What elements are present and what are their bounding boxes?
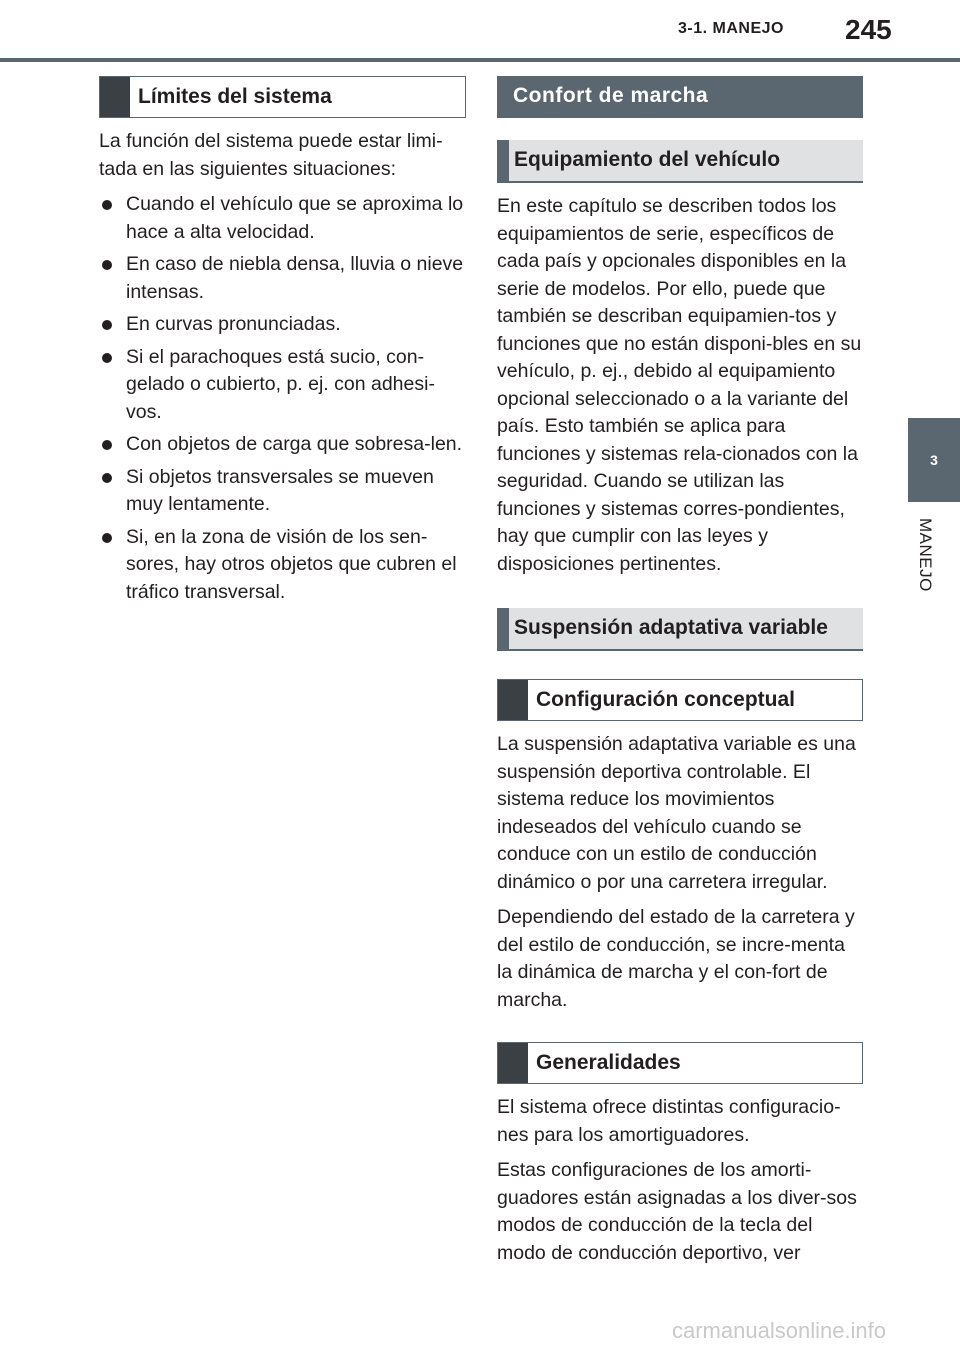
concept-section <box>497 731 863 1022</box>
heading-general <box>497 1042 863 1084</box>
heading-adaptive-suspension <box>497 608 863 651</box>
bullet-icon <box>102 200 112 210</box>
chapter-label-text: MANEJO <box>916 518 935 592</box>
list-item: Con objetos de carga que sobresa-len. <box>99 431 467 459</box>
heading-conceptual-configuration <box>497 679 863 721</box>
bullet-icon <box>102 320 112 330</box>
heading-ride-comfort <box>497 76 863 118</box>
heading-system-limits <box>99 76 466 118</box>
page-number: 245 <box>845 14 892 45</box>
list-item: Si el parachoques está sucio, con-gelado o cubierto, p. ej. con adhesi-vos. <box>99 344 467 427</box>
header-divider <box>0 58 960 62</box>
bullet-icon <box>102 533 112 543</box>
chapter-tab[interactable]: 3 <box>908 418 960 502</box>
heading-conceptual-configuration-text: Configuración conceptual <box>536 688 796 711</box>
list-item: En caso de niebla densa, lluvia o nieve intensas. <box>99 251 467 306</box>
list-item: Si, en la zona de visión de los sen-sores, hay otros objetos que cubren el tráfico transversal. <box>99 524 467 607</box>
heading-bar <box>497 608 509 649</box>
bullet-icon <box>102 353 112 363</box>
list-item: Si objetos transversales se mueven muy lentamente. <box>99 464 467 519</box>
general-paragraph-2: Estas configuraciones de los amorti-guadores están asignadas a los diver-sos modos de conducción de la tecla del modo de conducción deportivo, ver <box>497 1159 857 1264</box>
heading-general-text: Generalidades <box>536 1051 681 1074</box>
list-item: Cuando el vehículo que se aproxima lo hace a alta velocidad. <box>99 191 467 246</box>
left-column <box>99 128 467 611</box>
equipment-paragraph: En este capítulo se describen todos los equipamientos de serie, específicos de cada país y opcionales disponibles en la serie de modelos. Por ello, puede que también se describan equipamien-tos y funciones que no están disponi-bles en su vehículo, p. ej., debido al equipamiento opcional seleccionado o a la variante del país. Esto también se aplica para funciones y sistemas rela-cionados con la seguridad. Cuando se utilizan las funciones y sistemas corres-pondientes, hay que cumplir con las leyes y disposiciones pertinentes. <box>497 195 862 575</box>
concept-paragraph-2: Dependiendo del estado de la carretera y del estilo de conducción, se incre-menta la dinámica de marcha y el con-fort de marcha. <box>497 906 855 1011</box>
heading-vehicle-equipment-text: Equipamiento del vehículo <box>514 148 781 171</box>
bullet-icon <box>102 260 112 270</box>
bullet-icon <box>102 473 112 483</box>
heading-adaptive-suspension-text: Suspensión adaptativa variable <box>514 616 828 639</box>
heading-system-limits-text: Límites del sistema <box>138 85 332 108</box>
watermark: carmanualsonline.info <box>672 1318 887 1343</box>
heading-bar <box>497 140 509 181</box>
bullet-icon <box>102 440 112 450</box>
concept-paragraph-1: La suspensión adaptativa variable es una suspensión deportiva controlable. El sistema reduce los movimientos indeseados del vehículo cuando se conduce con un estilo de conducción dinámico o por una carretera irregular. <box>497 733 856 893</box>
heading-ride-comfort-text: Confort de marcha <box>513 84 709 107</box>
general-section <box>497 1094 863 1275</box>
heading-bar <box>498 1043 528 1083</box>
heading-bar <box>498 680 528 720</box>
equipment-section <box>497 193 863 586</box>
chapter-label <box>912 518 938 608</box>
limitations-list <box>99 191 467 606</box>
intro-paragraph: La función del sistema puede estar limi-tada en las siguientes situaciones: <box>99 130 443 180</box>
header-section-title: 3-1. MANEJO <box>678 20 784 37</box>
list-item: En curvas pronunciadas. <box>99 311 467 339</box>
general-paragraph-1: El sistema ofrece distintas configuracio-nes para los amortiguadores. <box>497 1096 841 1146</box>
heading-vehicle-equipment <box>497 140 863 183</box>
heading-bar <box>100 77 130 117</box>
